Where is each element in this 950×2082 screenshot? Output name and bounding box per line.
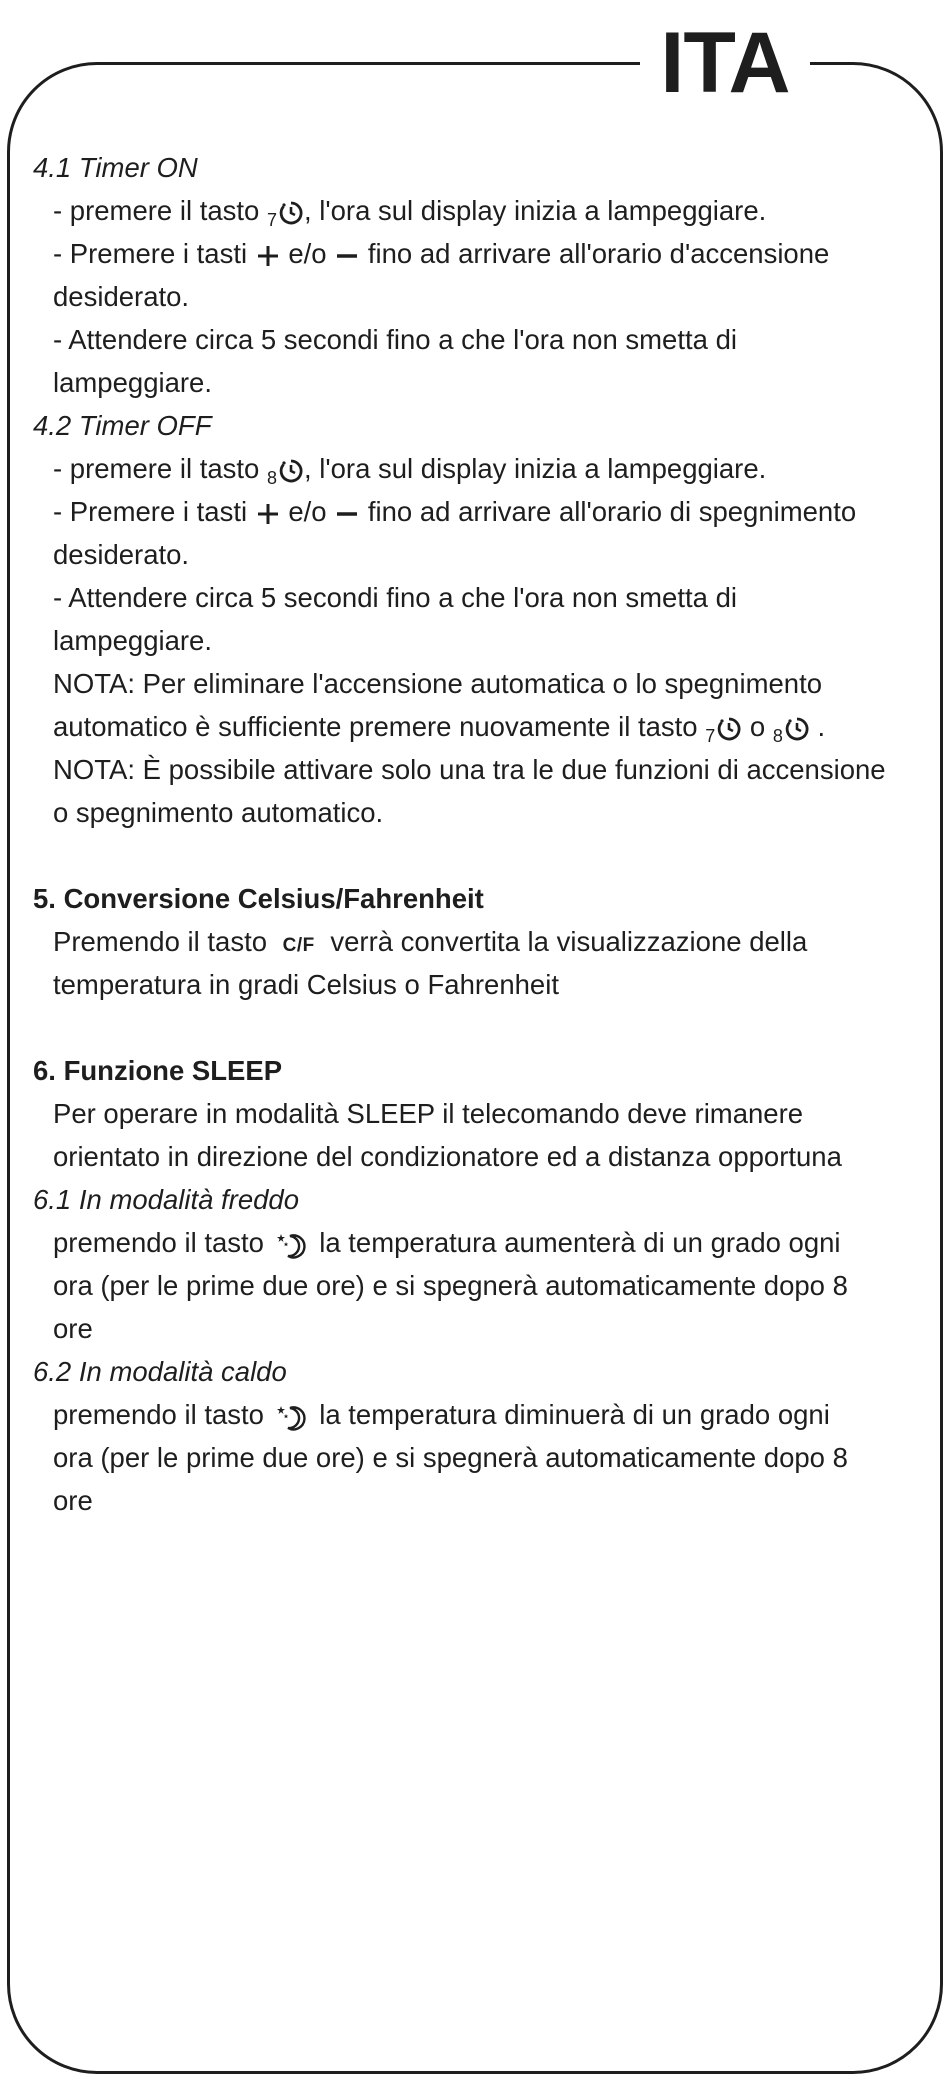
timer-off-step-1 xyxy=(33,447,913,490)
timer-off-key-number: 8 xyxy=(266,468,277,488)
hot-mode-line-2: ora (per le prime due ore) e si spegnerà automaticamente dopo 8 xyxy=(53,1442,848,1473)
section-6-line-1: Per operare in modalità SLEEP il telecomando deve rimanere xyxy=(53,1098,804,1129)
section-6-heading: 6. Funzione SLEEP xyxy=(33,1055,283,1086)
hot-mode-line-1 xyxy=(33,1393,913,1436)
minus-icon xyxy=(334,243,360,269)
text: , l'ora sul display inizia a lampeggiare. xyxy=(303,195,767,226)
text: - premere il tasto xyxy=(53,453,267,484)
note-2-line-1: NOTA: È possibile attivare solo una tra le due funzioni di accensione xyxy=(53,754,886,785)
manual-content xyxy=(33,146,913,1522)
timer-icon xyxy=(278,458,304,484)
spacer xyxy=(33,834,913,877)
minus-icon xyxy=(334,501,360,527)
note-2-line-2: o spegnimento automatico. xyxy=(53,797,384,828)
text: , l'ora sul display inizia a lampeggiare. xyxy=(303,453,767,484)
sleep-moon-icon xyxy=(272,1230,312,1260)
text: premendo il tasto xyxy=(53,1399,272,1430)
timer-on-heading: 4.1 Timer ON xyxy=(33,152,198,183)
cold-mode-heading: 6.1 In modalità freddo xyxy=(33,1184,300,1215)
timer-on-step-2-cont: desiderato. xyxy=(53,281,190,312)
text: . xyxy=(809,711,826,742)
section-6-line-2: orientato in direzione del condizionatore ed a distanza opportuna xyxy=(53,1141,842,1172)
text: - Premere i tasti xyxy=(53,496,255,527)
timer-on-step-1 xyxy=(33,189,913,232)
section-5-line-2: temperatura in gradi Celsius o Fahrenheit xyxy=(53,969,559,1000)
text: e/o xyxy=(280,238,335,269)
hot-mode-line-3: ore xyxy=(53,1485,93,1516)
timer-off-step-2-cont: desiderato. xyxy=(53,539,190,570)
timer-off-step-3-cont: lampeggiare. xyxy=(53,625,212,656)
timer-icon xyxy=(278,200,304,226)
section-5-line-1 xyxy=(33,920,913,963)
sleep-moon-icon xyxy=(272,1402,312,1432)
timer-off-heading: 4.2 Timer OFF xyxy=(33,410,212,441)
text: premendo il tasto xyxy=(53,1227,272,1258)
timer-on-step-3: - Attendere circa 5 secondi fino a che l'ora non smetta di xyxy=(53,324,737,355)
text: e/o xyxy=(280,496,335,527)
timer-on-step-2 xyxy=(33,232,913,275)
timer-on-key-number: 7 xyxy=(705,726,716,746)
text: verrà convertita la visualizzazione della xyxy=(322,926,808,957)
plus-icon xyxy=(255,243,281,269)
cold-mode-line-1 xyxy=(33,1221,913,1264)
text: Premendo il tasto xyxy=(53,926,275,957)
hot-mode-heading: 6.2 In modalità caldo xyxy=(33,1356,287,1387)
timer-on-step-3-cont: lampeggiare. xyxy=(53,367,212,398)
text: o xyxy=(742,711,773,742)
cold-mode-line-2: ora (per le prime due ore) e si spegnerà automaticamente dopo 8 xyxy=(53,1270,848,1301)
cf-key-label: C/F xyxy=(282,935,315,956)
timer-off-key-number: 8 xyxy=(772,726,783,746)
note-1-line-1: NOTA: Per eliminare l'accensione automatica o lo spegnimento xyxy=(53,668,823,699)
timer-off-step-2 xyxy=(33,490,913,533)
note-1-line-2 xyxy=(33,705,913,748)
cold-mode-line-3: ore xyxy=(53,1313,93,1344)
text: - premere il tasto xyxy=(53,195,267,226)
spacer xyxy=(33,1006,913,1049)
text: la temperatura aumenterà di un grado ogni xyxy=(311,1227,841,1258)
language-tag: ITA xyxy=(640,18,810,108)
plus-icon xyxy=(255,501,281,527)
timer-on-key-number: 7 xyxy=(266,210,277,230)
text: - Premere i tasti xyxy=(53,238,255,269)
text: fino ad arrivare all'orario d'accensione xyxy=(360,238,830,269)
text: la temperatura diminuerà di un grado ogni xyxy=(311,1399,830,1430)
text: automatico è sufficiente premere nuovamente il tasto xyxy=(53,711,706,742)
text: fino ad arrivare all'orario di spegnimento xyxy=(360,496,857,527)
timer-off-step-3: - Attendere circa 5 secondi fino a che l'ora non smetta di xyxy=(53,582,737,613)
section-5-heading: 5. Conversione Celsius/Fahrenheit xyxy=(33,883,484,914)
timer-icon xyxy=(716,716,742,742)
timer-icon xyxy=(784,716,810,742)
